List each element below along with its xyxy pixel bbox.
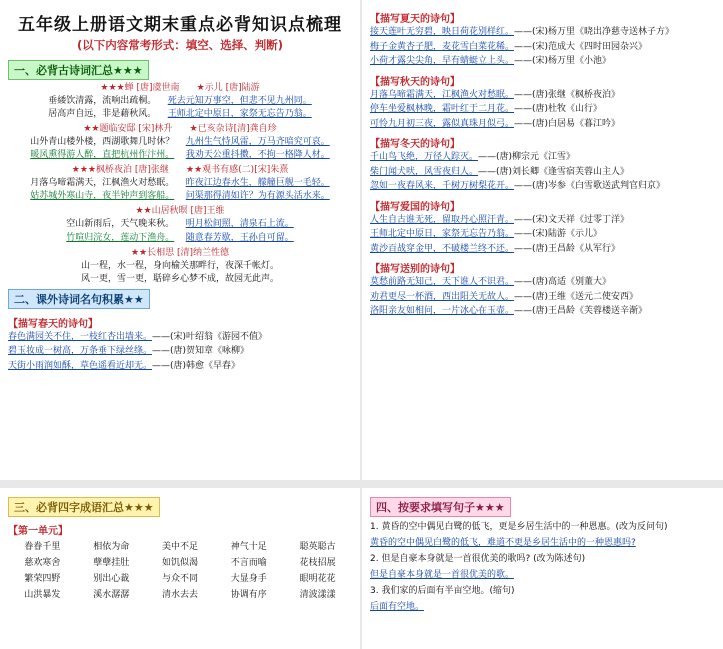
- exercise-question: 2. 但是自豪本身就是一首很优美的歌吗? (改为陈述句): [370, 553, 586, 564]
- exercise-answer-row: [370, 601, 715, 615]
- poem-quote-row: [370, 166, 715, 180]
- poem-quote-text: 梅子金黄杏子肥，麦花雪白菜花稀。: [370, 41, 515, 52]
- poem-line: 明月松间照，清泉石上流。: [185, 219, 294, 230]
- idiom-cell: 繁荣四野: [24, 574, 61, 584]
- section-heading-idioms: 三、必背四字成语汇总★★★: [8, 497, 160, 517]
- poem-quote-text: 劝君更尽一杯酒，西出阳关无故人。: [370, 291, 515, 302]
- subheading-spring: 【描写春天的诗句】: [8, 318, 98, 330]
- idiom-cell: 眼明花花: [299, 574, 336, 584]
- exercise-answer: 黄昏的空中偶见白鹭的低飞，难道不更是乡居生活中的一种恩惠吗?: [370, 537, 636, 548]
- poem-quote-source: ——(唐)杜牧《山行》: [514, 104, 603, 114]
- page-quadrant-top-right: [362, 0, 723, 480]
- page-subtitle: (以下内容常考形式：填空、选择、判断): [76, 38, 283, 52]
- exercise-item: [370, 521, 715, 535]
- poem-quote-source: ——(唐)白居易《暮江吟》: [514, 118, 621, 129]
- poem-quote-source: ——(宋)陆游《示儿》: [514, 229, 603, 239]
- poem-quote-source: ——(唐)岑参《白雪歌送武判官归京》: [514, 181, 666, 191]
- idiom-cell: 相依为命: [93, 542, 130, 552]
- poem-quote-text: 忽如一夜春风来，千树万树梨花开。: [370, 181, 515, 191]
- poem-quote-row: [370, 243, 715, 257]
- section-heading-extra-poems: 二、课外诗词名句积累★★: [8, 289, 150, 309]
- idiom-cell: 清水去去: [161, 590, 198, 600]
- poem-title-left-4: ★★山居秋暝 [唐]王维: [135, 206, 225, 217]
- poem-quote-text: 月落乌啼霜满天，江枫渔火对愁眠。: [370, 89, 515, 100]
- poem-title-left-5: ★★长相思 [清]纳兰性德: [130, 247, 230, 258]
- poem-line: 垂緌饮清露，流响出疏桐。: [48, 96, 157, 107]
- poem-quote-text: 王师北定中原日，家祭无忘告乃翁。: [370, 229, 515, 239]
- poem-quote-source: ——(宋)杨万里《小池》: [514, 56, 612, 66]
- subheading-unit1: 【第一单元】: [8, 526, 68, 537]
- idiom-cell: 慈欢寒舍: [24, 558, 61, 568]
- poem-quote-row: [370, 305, 715, 319]
- poem-quote-text: 停车坐爱枫林晚，霜叶红于二月花。: [370, 104, 515, 114]
- poem-quote-source: ——(宋)杨万里《晓出净慈寺送林子方》: [514, 27, 675, 37]
- subheading-farewell: 【描写送别的诗句】: [370, 264, 460, 275]
- idiom-cell: 聪英聪古: [299, 542, 336, 552]
- poem-quote-source: ——(宋)范成大《四时田园杂兴》: [514, 41, 648, 52]
- poem-quote-row: [370, 41, 715, 55]
- poem-line: 风一更，雪一更，聒碎乡心梦不成，故园无此声。: [80, 273, 279, 284]
- poem-quote-row: [370, 180, 715, 194]
- poem-quote-source: ——(唐)柳宗元《江雪》: [478, 152, 576, 162]
- poem-quote-row: [370, 228, 715, 242]
- poem-quote-source: ——(唐)张继《枫桥夜泊》: [514, 89, 621, 100]
- page-quadrant-bottom-left: [0, 488, 360, 649]
- poem-quote-text: 春色满园关不住，一枝红杏出墙来。: [8, 331, 153, 342]
- poem-line: 暖风熏得游人醉，直把杭州作汴州。: [30, 150, 175, 161]
- idiom-cell: 与众不同: [161, 574, 198, 584]
- poem-line: 居高声自远，非是藉秋风。: [48, 109, 157, 120]
- idiom-cell: 神气十足: [230, 542, 267, 552]
- idiom-cell: 花枝招展: [299, 558, 336, 568]
- poem-quote-row: [370, 151, 715, 165]
- idiom-cell: 山洪暴发: [24, 590, 61, 600]
- exercise-item: [370, 553, 715, 567]
- poem-quote-row: [8, 360, 352, 374]
- poem-quote-row: [370, 55, 715, 69]
- poem-quote-text: 小荷才露尖尖角，早有蜻蜓立上头。: [370, 56, 515, 66]
- poem-line: 山外青山楼外楼，西湖歌舞几时休？: [30, 137, 175, 148]
- exercise-item: [370, 585, 715, 599]
- poem-quote-source: ——(唐)贺知章《咏柳》: [152, 346, 250, 357]
- poem-line: 问渠那得清如许？为有源头活水来。: [185, 191, 330, 202]
- poem-line: 随意春芳歇，王孙自可留。: [185, 232, 294, 243]
- exercise-question: 1. 黄昏的空中偶见白鹭的低飞，更是乡居生活中的一种恩惠。(改为反问句): [370, 522, 668, 532]
- poem-quote-text: 柴门闻犬吠，风雪夜归人。: [370, 166, 479, 177]
- poem-quote-source: ——(唐)韩愈《早春》: [152, 360, 241, 371]
- poem-quote-text: 人生自古谁无死，留取丹心照汗青。: [370, 214, 515, 225]
- idiom-cell: 美中不足: [161, 542, 198, 552]
- poem-quote-text: 千山鸟飞绝，万径人踪灭。: [370, 152, 479, 162]
- poem-quote-row: [370, 26, 715, 40]
- poem-quote-source: ——(唐)高适《别董大》: [514, 277, 612, 287]
- idiom-cell: 清波漾漾: [299, 590, 336, 600]
- subheading-autumn: 【描写秋天的诗句】: [370, 76, 460, 88]
- idiom-cell: 大显身手: [230, 574, 267, 584]
- poem-quote-row: [370, 291, 715, 305]
- idiom-cell: 孽孽挂肚: [93, 558, 130, 568]
- poem-title-right-2: ★已亥杂诗[清]龚自珍: [189, 124, 277, 135]
- poem-quote-source: ——(唐)王维《送元二使安西》: [514, 291, 639, 302]
- idiom-table: [8, 539, 352, 600]
- exercise-answer-row: [370, 537, 715, 551]
- poem-quote-text: 黄沙百战穿金甲，不破楼兰终不还。: [370, 243, 515, 254]
- page-quadrant-bottom-right: [362, 488, 723, 649]
- poem-quote-source: ——(唐)王昌龄《芙蓉楼送辛渐》: [514, 306, 648, 316]
- poem-title-right-1: ★示儿 [唐]陆游: [196, 83, 260, 93]
- idiom-cell: 别出心裁: [93, 574, 130, 584]
- poem-quote-row: [370, 89, 715, 103]
- subheading-summer: 【描写夏天的诗句】: [370, 14, 460, 25]
- poem-quote-source: ——(宋)文天祥《过零丁洋》: [514, 214, 630, 225]
- poem-line: 空山新雨后，天气晚来秋。: [66, 219, 175, 230]
- poem-line: 九州生气恃风雷，万马齐喑究可哀。: [185, 137, 330, 148]
- poem-title-left-2: ★★题临安邸 [宋]林升: [83, 124, 173, 135]
- exercise-answer: 后面有空地。: [370, 601, 425, 612]
- poem-title-right-3: ★★观书有感(二)[宋]朱熹: [186, 165, 289, 176]
- poem-quote-source: ——(宋)叶绍翁《游园不值》: [152, 331, 268, 342]
- poem-title-left-3: ★★★枫桥夜泊 [唐]张继: [71, 165, 169, 176]
- page-quadrant-top-left: [0, 0, 360, 480]
- exercise-answer-row: [370, 569, 715, 583]
- page-title: 五年级上册语文期末重点必背知识点梳理: [18, 15, 342, 35]
- poem-quote-text: 洛阳亲友如相问，一片冰心在玉壶。: [370, 306, 515, 316]
- poem-line: 姑苏城外寒山寺，夜半钟声到客船。: [30, 191, 175, 202]
- subheading-winter: 【描写冬天的诗句】: [370, 139, 460, 150]
- poem-line: 王师北定中原日，家祭无忘告乃翁。: [167, 109, 312, 120]
- poem-quote-text: 可怜九月初三夜，露似真珠月似弓。: [370, 118, 515, 129]
- poem-quote-source: ——(唐)刘长卿《逢雪宿芙蓉山主人》: [478, 166, 630, 177]
- poem-quote-row: [370, 103, 715, 117]
- poem-quote-row: [370, 276, 715, 290]
- poem-line: 我劝天公重抖擞，不拘一格降人材。: [185, 150, 330, 161]
- section-heading-sentences: 四、按要求填写句子★★★: [370, 497, 511, 517]
- poem-line: 竹喧归浣女，莲动下渔舟。: [66, 232, 175, 243]
- poem-quote-text: 接天莲叶无穷碧，映日荷花别样红。: [370, 27, 515, 37]
- idiom-cell: 眷眷千里: [24, 542, 61, 552]
- poem-quote-text: 莫愁前路无知己，天下谁人不识君。: [370, 277, 515, 287]
- idiom-cell: 协调有序: [230, 590, 267, 600]
- poem-quote-source: ——(唐)王昌龄《从军行》: [514, 243, 621, 254]
- poem-line: 山一程，水一程，身向榆关那畔行，夜深千帐灯。: [80, 260, 279, 271]
- poem-title-left-1: ★★★蝉 [唐]虞世南: [100, 83, 180, 93]
- idiom-cell: 溪水潺潺: [93, 590, 130, 600]
- subheading-patriotism: 【描写爱国的诗句】: [370, 201, 460, 213]
- exercise-answer: 但是自豪本身就是一首很优美的歌。: [370, 569, 515, 580]
- exercise-question: 3. 我们家的后面有半亩空地。(缩句): [370, 585, 515, 596]
- poem-line: 昨夜江边春水生，艨艟巨舰一毛轻。: [185, 178, 330, 189]
- poem-quote-text: 天街小雨润如酥，草色遥看近却无。: [8, 360, 153, 371]
- poem-quote-row: [8, 345, 352, 359]
- poem-line: 死去元知万事空，但悲不见九州同。: [167, 96, 312, 107]
- poem-quote-row: [370, 118, 715, 132]
- poem-quote-row: [8, 331, 352, 345]
- poem-quote-row: [370, 214, 715, 228]
- idiom-cell: 如饥似渴: [161, 558, 198, 568]
- section-heading-poems: 一、必背古诗词汇总★★★: [8, 60, 149, 80]
- idiom-cell: 不言而喻: [230, 558, 267, 568]
- poem-quote-text: 碧玉妆成一树高，万条垂下绿丝绦。: [8, 346, 153, 357]
- poem-line: 月落乌啼霜满天，江枫渔火对愁眠。: [30, 178, 175, 189]
